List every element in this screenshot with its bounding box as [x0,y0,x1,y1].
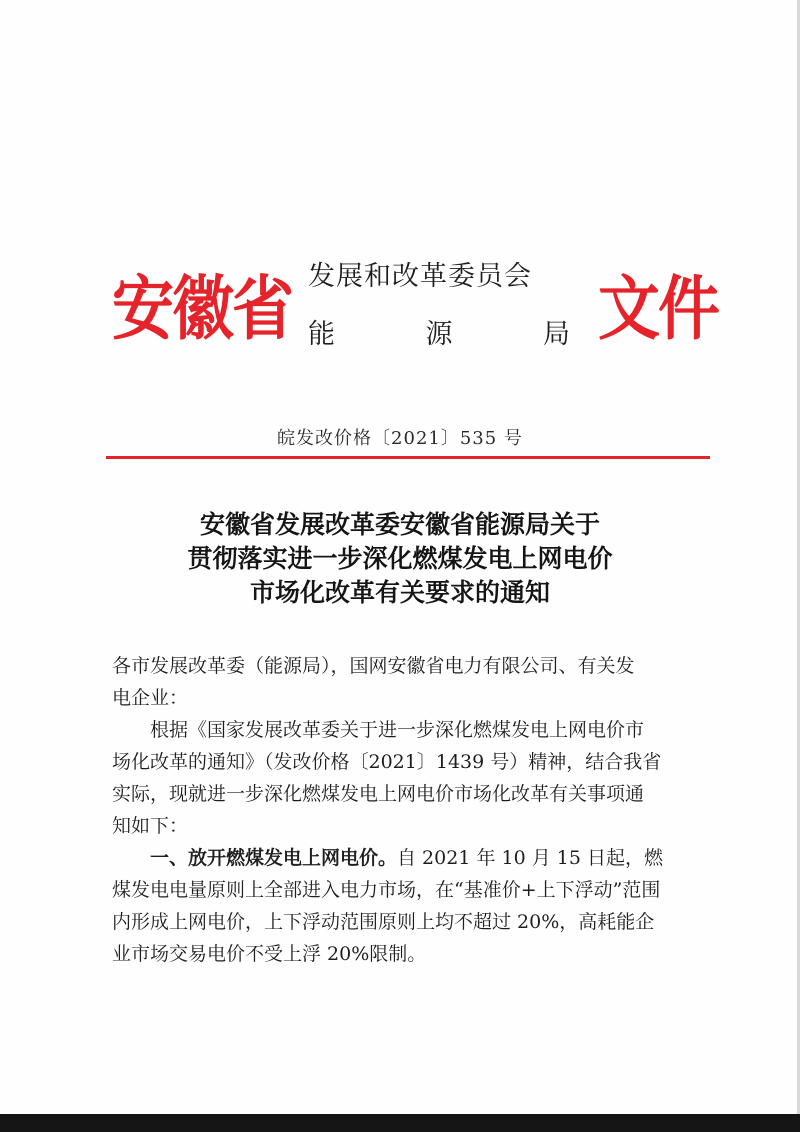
body-line: 电企业： [112,687,189,709]
header-doc-type: 文件 [598,267,719,350]
body-line: 知如下： [112,815,189,837]
body-line: 业市场交易电价不受上浮 20%限制。 [112,943,427,965]
addressee [112,650,712,714]
title-line: 贯彻落实进一步深化燃煤发电上网电价 [187,544,613,573]
body-line: 内形成上网电价，上下浮动范围原则上均不超过 20%，高耗能企 [112,911,655,933]
body-line: 煤发电电量原则上全部进入电力市场，在“基准价+上下浮动”范围 [112,879,661,901]
section-1-first-line [112,842,712,874]
document-body [112,650,712,970]
section-1-heading: 一、放开燃煤发电上网电价。 [150,847,398,869]
header-agency-line-2 [308,318,570,352]
body-line: 根据《国家发展改革委关于进一步深化燃煤发电上网电价市 [150,719,645,741]
title-line: 市场化改革有关要求的通知 [249,578,550,607]
section-1-first-line-rest: 自 2021 年 10 月 15 日起，燃 [397,847,663,869]
scan-edge-bottom [0,1114,800,1132]
red-divider [106,456,710,459]
body-line: 各市发展改革委（能源局），国网安徽省电力有限公司、有关发 [112,655,635,677]
document-header [0,250,800,370]
header-agency-char: 能 [308,319,335,350]
paragraph-1 [112,714,712,842]
title-line: 安徽省发展改革委安徽省能源局关于 [199,510,600,539]
body-line: 实际，现就进一步深化燃煤发电上网电价市场化改革有关事项通 [112,783,645,805]
body-line: 场化改革的通知》（发改价格〔2021〕1439 号）精神，结合我省 [112,751,662,773]
header-province: 安徽省 [112,267,293,350]
header-agency-char: 源 [425,319,453,350]
section-1 [112,842,712,970]
document-number: 皖发改价格〔2021〕535 号 [277,428,523,449]
header-agency-line-1: 发展和改革委员会 [308,261,532,292]
header-agency-char: 局 [543,319,570,350]
document-title [0,508,800,610]
